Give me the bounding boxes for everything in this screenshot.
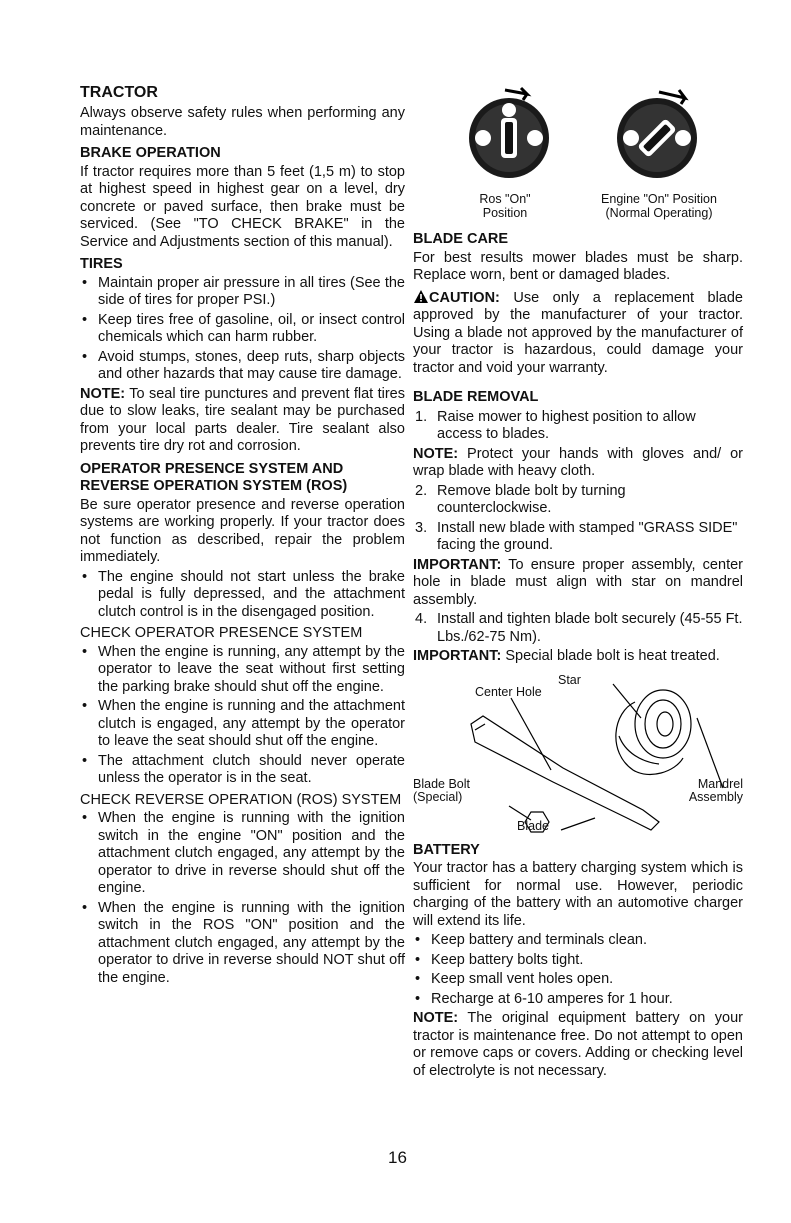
blade-removal-heading: BLADE REMOVAL <box>413 389 539 405</box>
ops-heading: OPERATOR PRESENCE SYSTEM AND REVERSE OPERATION SYSTEM (ROS) <box>80 460 348 494</box>
list-item: • The attachment clutch should never operate unless the operator is in the seat. <box>82 752 405 786</box>
battery-note: NOTE: The original equipment battery on your tractor is maintenance free. Do not attempt to open or remove caps or covers. Adding or checking level of electrolyte is not necessary. <box>413 1010 743 1079</box>
fig-label-center-hole: Center Hole <box>475 684 542 699</box>
page-number: 16 <box>388 1148 407 1167</box>
dial-captions <box>413 192 743 226</box>
list-item: • Maintain proper air pressure in all tires (See the side of tires for proper PSI.) <box>82 274 405 308</box>
step-note: NOTE: Protect your hands with gloves and/ or wrap blade with heavy cloth. <box>413 445 743 479</box>
battery-heading: BATTERY <box>413 841 480 858</box>
blade-care-heading: BLADE CARE <box>413 231 509 247</box>
list-item: • Recharge at 6-10 amperes for 1 hour. <box>415 990 673 1007</box>
list-item: • The engine should not start unless the brake pedal is fully depressed, and the attachment clutch control is in the disengaged position. <box>82 568 405 620</box>
blade-care-text: For best results mower blades must be sharp. Replace worn, bent or damaged blades. <box>413 249 743 283</box>
caution-triangle-icon <box>413 289 429 304</box>
right-column <box>413 84 743 1082</box>
check-ops-heading: CHECK OPERATOR PRESENCE SYSTEM <box>80 625 363 641</box>
list-item: 3. Install new blade with stamped "GRASS SIDE" facing the ground. <box>415 519 738 553</box>
engine-on-dial-icon <box>611 84 703 184</box>
list-item: • Keep small vent holes open. <box>415 971 614 987</box>
fig-label-blade-bolt: Blade Bolt (Special) <box>413 776 470 804</box>
list-item: 1. Raise mower to highest position to allow access to blades. <box>415 408 696 442</box>
tractor-heading: TRACTOR <box>80 84 158 101</box>
tires-note: NOTE: To seal tire punctures and prevent flat tires due to slow leaks, tire sealant may be purchased from your local parts dealer. Tire sealant also prevents tire dry rot and corrosion. <box>80 385 405 454</box>
list-item: • Avoid stumps, stones, deep ruts, sharp objects and other hazards that may cause tire damage. <box>82 348 405 382</box>
list-item: • Keep battery bolts tight. <box>415 951 584 968</box>
important-note-2: IMPORTANT: Special blade bolt is heat treated. <box>413 648 720 664</box>
fig-label-mandrel: Mandrel Assembly <box>688 776 743 804</box>
brake-text: If tractor requires more than 5 feet (1,5 m) to stop at highest speed in highest gear on a level, dry concrete or paved surface, then brake must be serviced. (See "TO CHECK BRAKE" in the Service and Adjustments section of this manual). <box>80 163 405 250</box>
important-note-1: IMPORTANT: To ensure proper assembly, center hole in blade must align with star on mandrel assembly. <box>413 556 743 608</box>
list-item: • When the engine is running with the ignition switch in the ROS "ON" position and the attachment clutch engaged, any attempt by the operator to drive in reverse should NOT shut off the engine. <box>82 899 405 986</box>
list-item: 4. Install and tighten blade bolt securely (45-55 Ft. Lbs./62-75 Nm). <box>415 611 743 645</box>
list-item: • Keep tires free of gasoline, oil, or insect control chemicals which can harm rubber. <box>82 311 405 345</box>
ignition-dials-figure <box>413 84 743 192</box>
battery-text: Your tractor has a battery charging system which is sufficient for normal use. However, periodic charging of the battery with an automotive charger will extend its life. <box>413 860 743 929</box>
brake-heading: BRAKE OPERATION <box>80 145 221 161</box>
fig-label-star: Star <box>558 672 581 687</box>
list-item: 2. Remove blade bolt by turning counterclockwise. <box>415 482 626 516</box>
engine-on-caption: Engine "On" Position (Normal Operating) <box>601 192 717 220</box>
ros-on-dial-icon <box>463 84 555 184</box>
tractor-intro: Always observe safety rules when performing any maintenance. <box>80 105 405 139</box>
list-item: • When the engine is running with the ignition switch in the engine "ON" position and the attachment clutch engaged, any attempt by the operator to drive in reverse should shut off the engine. <box>82 810 405 896</box>
ops-text: Be sure operator presence and reverse operation systems are working properly. If your tractor does not function as described, repair the problem immediately. <box>80 496 405 565</box>
tires-heading: TIRES <box>80 256 123 272</box>
list-item: • When the engine is running, any attempt by the operator to leave the seat without first setting the parking brake should shut off the engine. <box>82 643 405 695</box>
blade-diagram-icon <box>413 672 743 837</box>
list-item: • Keep battery and terminals clean. <box>415 932 648 948</box>
caution-text: CAUTION: Use only a replacement blade approved by the manufacturer of your tractor. Using a blade not approved by the manufacturer of your tractor is hazardous, could damage your tractor and void your warranty. <box>413 289 743 376</box>
ros-on-caption: Ros "On" Position <box>479 192 531 220</box>
blade-assembly-figure <box>413 672 743 837</box>
list-item: • When the engine is running and the attachment clutch is engaged, any attempt by the operator to leave the seat should shut off the engine. <box>82 698 405 749</box>
check-ros-heading: CHECK REVERSE OPERATION (ROS) SYSTEM <box>80 791 402 808</box>
fig-label-blade: Blade <box>517 818 549 833</box>
left-column <box>80 84 405 989</box>
